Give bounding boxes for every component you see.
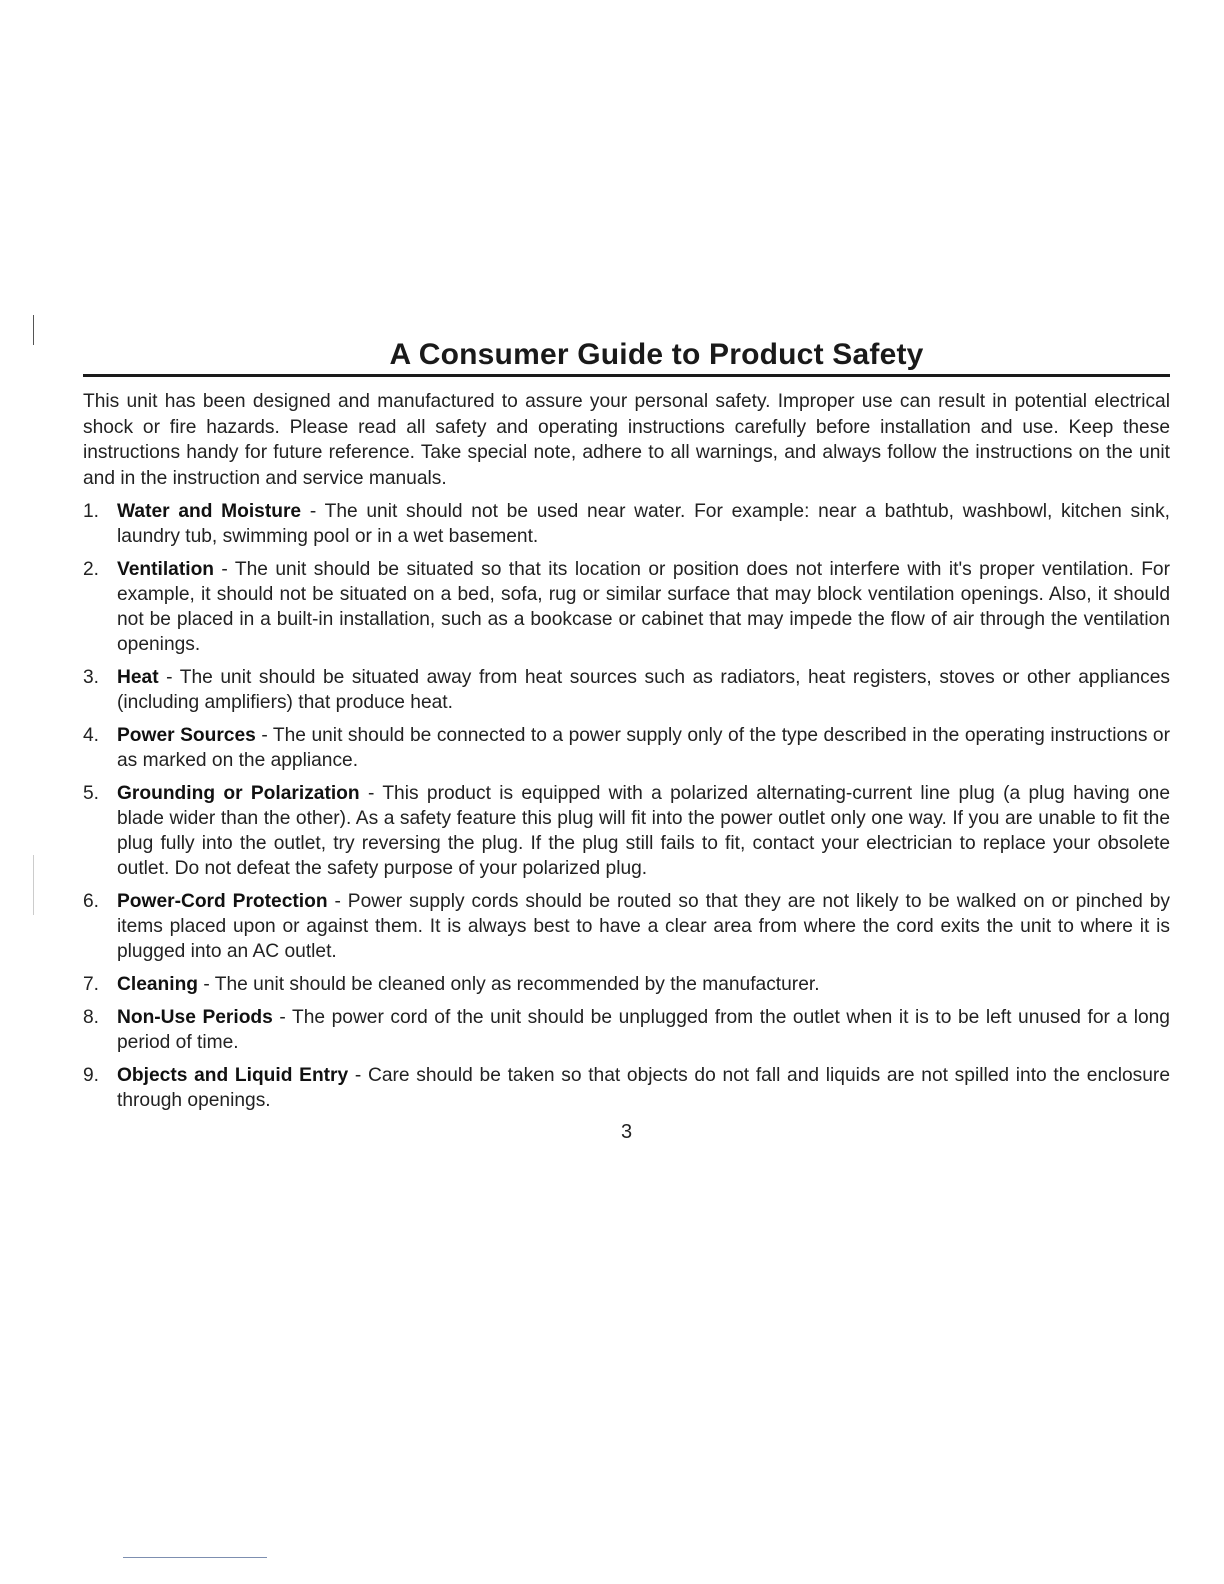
item-text: The power cord of the unit should be unplugged from the outlet when it is to be left unused for a long period of time. <box>117 1007 1170 1054</box>
item-number: 3. <box>83 667 100 689</box>
item-text: The unit should not be used near water. For example: near a bathtub, washbowl, kitchen sink, laundry tub, swimming pool or in a wet basement. <box>117 501 1170 548</box>
item-term: Water and Moisture <box>117 501 302 523</box>
item-term: Objects and Liquid Entry <box>117 1065 349 1087</box>
item-text: This product is equipped with a polarized alternating-current line plug (a plug having one blade wider than the other). As a safety feature this plug will fit into the power outlet only one way. If you are unable to fit the plug fully into the outlet, try reversing the plug. If the plug still fails to fit, contact your electrician to replace your obsolete outlet. Do not defeat the safety purpose of your polarized plug. <box>117 783 1170 880</box>
item-separator: - <box>327 891 348 913</box>
item-text: The unit should be situated so that its location or position does not interfere with it's proper ventilation. For example, it should not be situated on a bed, sofa, rug or similar surface that may block ventilation openings. Also, it should not be placed in a built-in installation, such as a bookcase or cabinet that may impede the flow of air through the ventilation openings. <box>117 559 1170 656</box>
item-separator: - <box>359 783 383 805</box>
item-term: Power Sources <box>117 725 256 747</box>
item-separator: - <box>272 1007 292 1029</box>
item-text: The unit should be situated away from heat sources such as radiators, heat registers, stoves or other appliances (including amplifiers) that produce heat. <box>117 667 1170 714</box>
list-item <box>83 499 1170 549</box>
scan-mark <box>33 855 34 915</box>
safety-list <box>83 499 1170 1113</box>
list-item <box>83 723 1170 773</box>
list-item <box>83 1005 1170 1055</box>
page-number: 3 <box>620 1121 633 1144</box>
item-term: Power-Cord Protection <box>117 891 328 913</box>
item-text: Care should be taken so that objects do not fall and liquids are not spilled into the enclosure through openings. <box>117 1065 1170 1112</box>
list-item <box>83 972 1170 997</box>
item-term: Grounding or Polarization <box>117 783 360 805</box>
item-term: Non-Use Periods <box>117 1007 273 1029</box>
item-number: 5. <box>83 783 100 805</box>
item-term: Ventilation <box>117 559 215 581</box>
item-term: Heat <box>117 667 159 689</box>
item-number: 9. <box>83 1065 100 1087</box>
item-separator: - <box>301 501 325 523</box>
item-term: Cleaning <box>117 974 199 996</box>
item-separator: - <box>214 559 235 581</box>
item-number: 7. <box>83 974 100 996</box>
list-item <box>83 781 1170 881</box>
item-number: 2. <box>83 559 100 581</box>
item-number: 1. <box>83 501 100 523</box>
title-underline <box>83 374 1170 377</box>
list-item <box>83 557 1170 657</box>
item-number: 8. <box>83 1007 100 1029</box>
scan-mark <box>123 1557 267 1558</box>
intro-paragraph: This unit has been designed and manufactured to assure your personal safety. Improper use can result in potential electrical shock or fire hazards. Please read all safety and operating instructions carefully before installation and use. Keep these instructions handy for future reference. Take special note, adhere to all warnings, and always follow the instructions on the unit and in the instruction and service manuals. <box>83 391 1170 489</box>
item-number: 6. <box>83 891 100 913</box>
item-separator: - <box>348 1065 368 1087</box>
item-text: The unit should be cleaned only as recommended by the manufacturer. <box>214 974 820 996</box>
item-text: Power supply cords should be routed so that they are not likely to be walked on or pinched by items placed upon or against them. It is always best to have a clear area from where the cord exits the unit to where it is plugged into an AC outlet. <box>117 891 1170 963</box>
list-item <box>83 665 1170 715</box>
item-text: The unit should be connected to a power supply only of the type described in the operating instructions or as marked on the appliance. <box>117 725 1170 772</box>
item-separator: - <box>158 667 180 689</box>
item-number: 4. <box>83 725 100 747</box>
page-title: A Consumer Guide to Product Safety <box>389 338 924 371</box>
list-item <box>83 1063 1170 1113</box>
item-separator: - <box>255 725 273 747</box>
document-page <box>83 336 1170 1144</box>
item-separator: - <box>198 974 215 996</box>
list-item <box>83 889 1170 964</box>
scan-mark <box>33 315 34 345</box>
